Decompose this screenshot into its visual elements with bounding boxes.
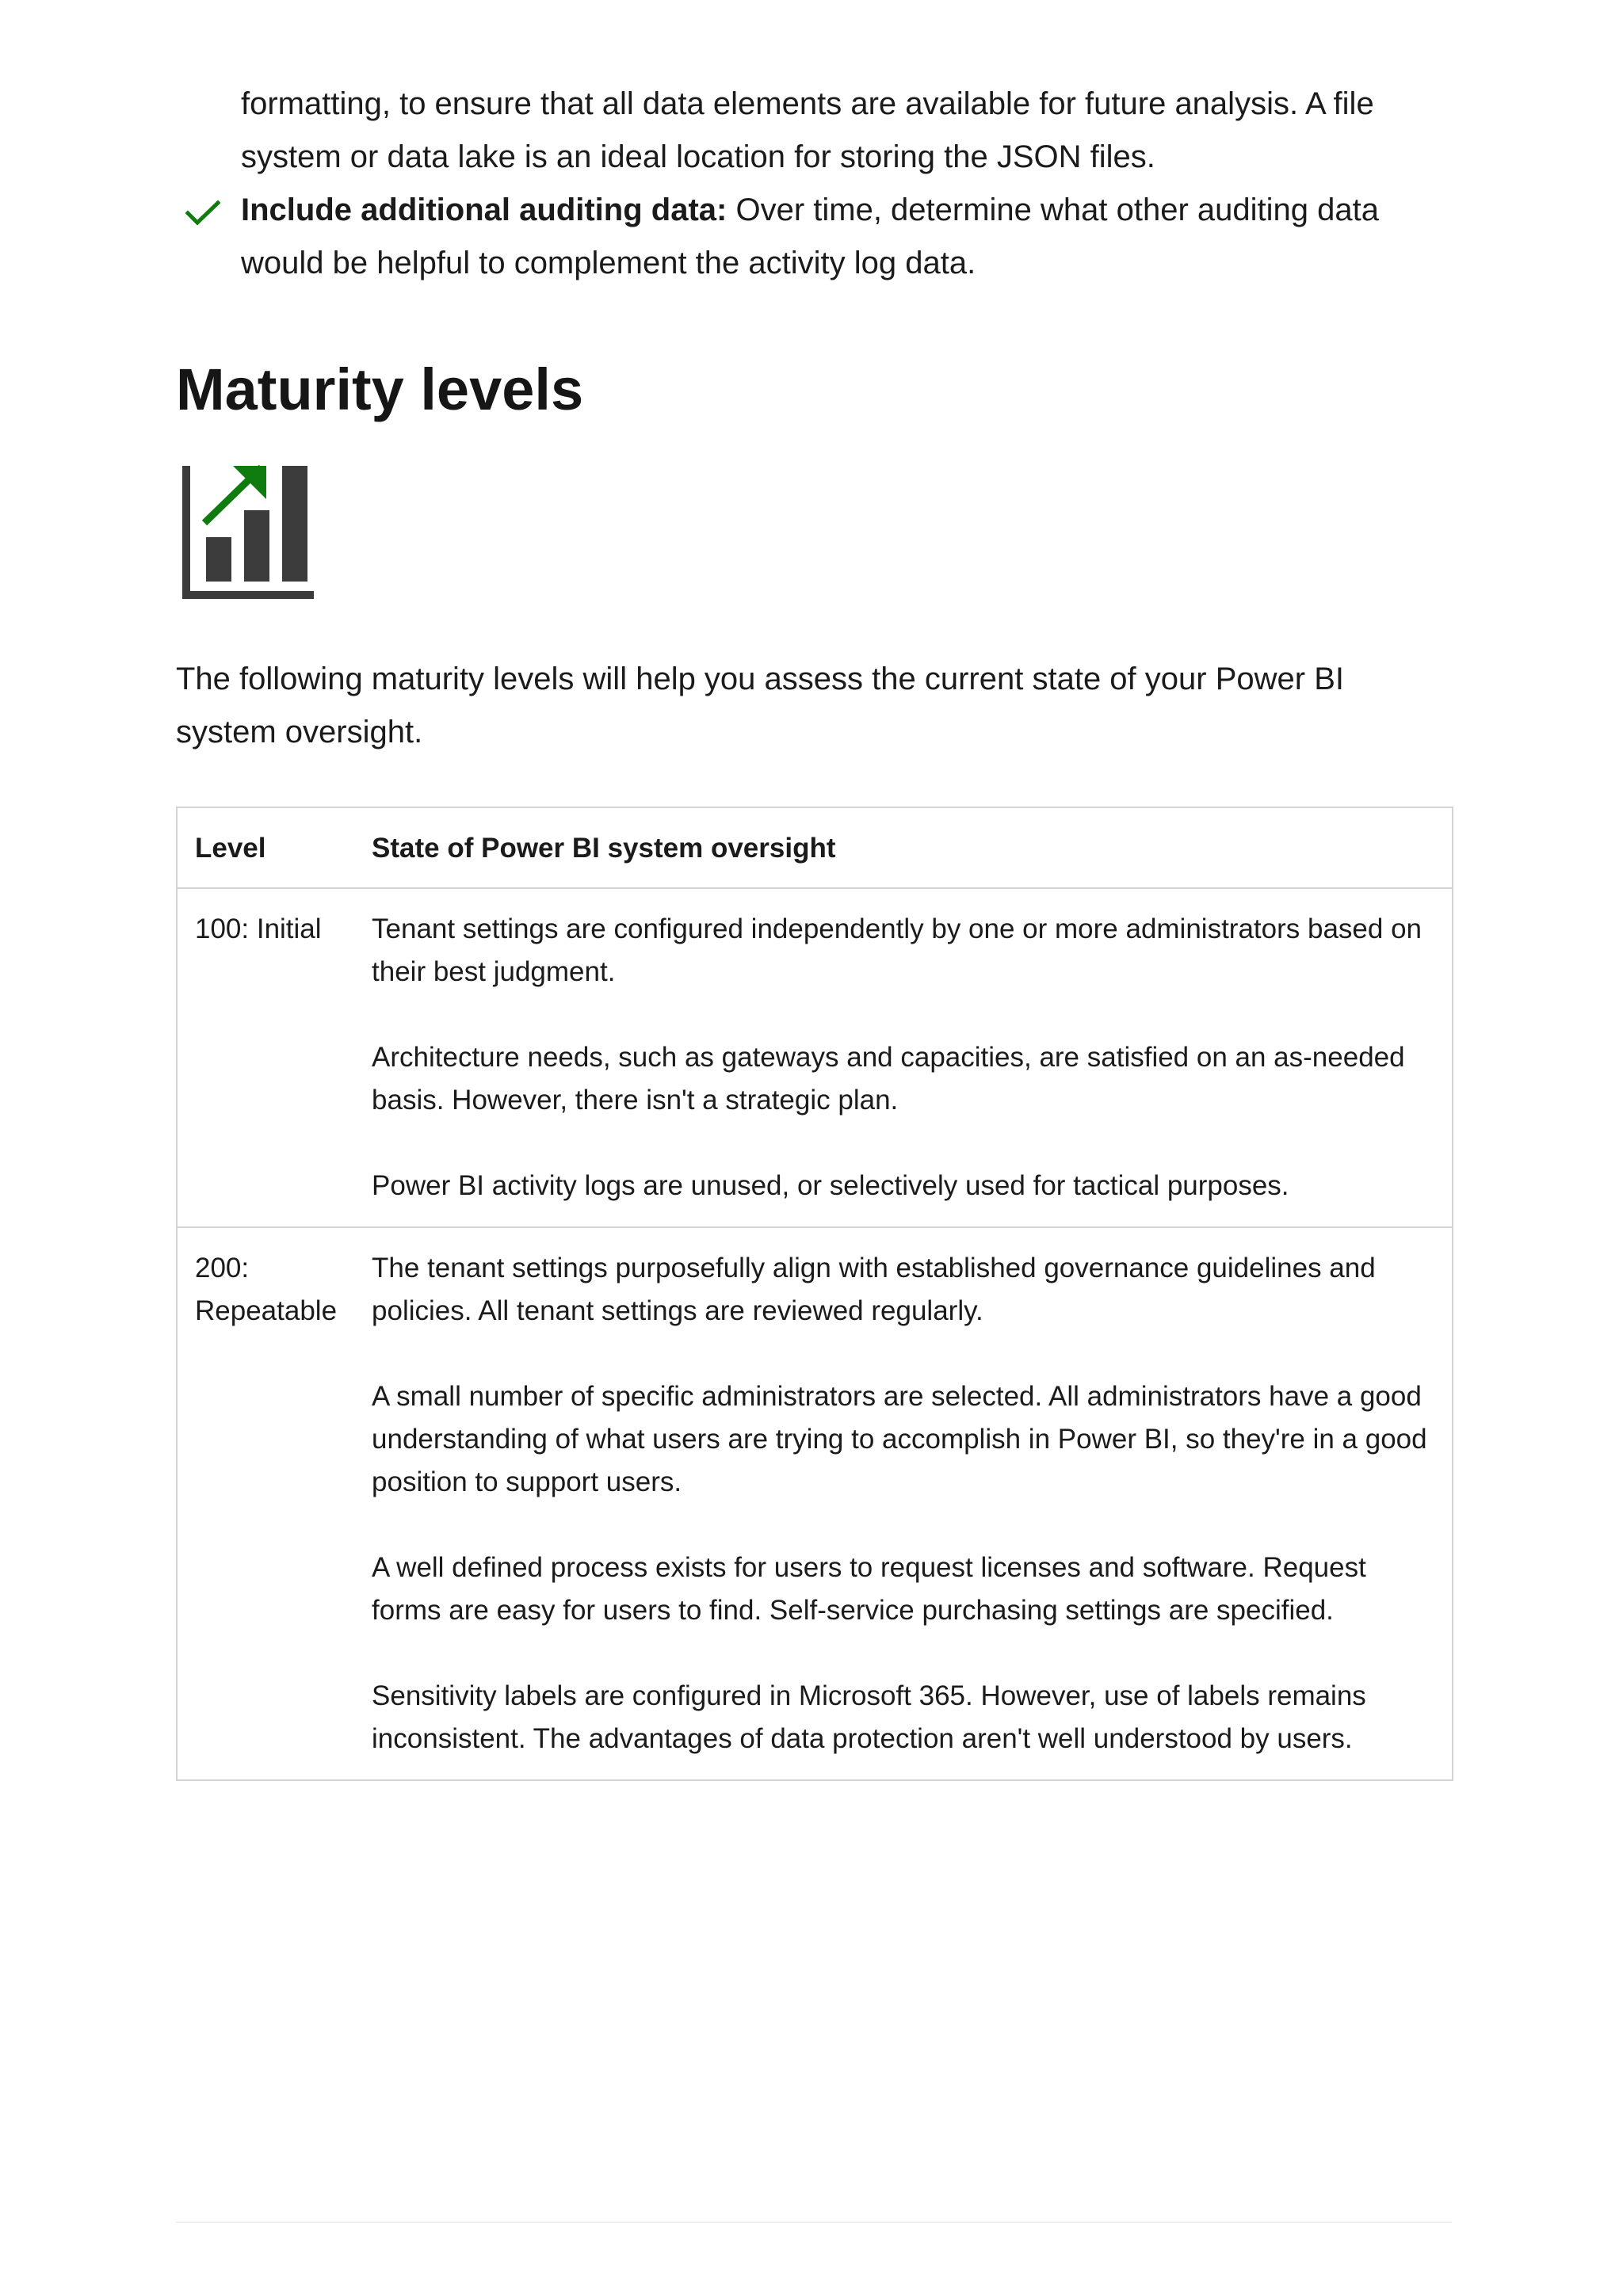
table-row xyxy=(177,888,1453,1227)
column-header-state: State of Power BI system oversight xyxy=(354,807,1453,888)
state-cell xyxy=(354,888,1453,1227)
section-heading: Maturity levels xyxy=(176,357,584,422)
intro-paragraph: The following maturity levels will help you assess the current state of your Power BI system oversight. xyxy=(176,662,1344,749)
state-paragraph: A well defined process exists for users to request licenses and software. Request forms are easy for users to find. Self-service purchasing settings are specified. xyxy=(372,1552,1366,1626)
state-paragraph: Sensitivity labels are configured in Microsoft 365. However, use of labels remains inconsistent. The advantages of data protection aren't well understood by users. xyxy=(372,1680,1366,1754)
table-row xyxy=(177,1227,1453,1780)
maturity-levels-chart-icon xyxy=(176,461,319,604)
checklist-item-label: Include additional auditing data: xyxy=(241,193,727,227)
state-cell xyxy=(354,1227,1453,1780)
document-page xyxy=(176,0,1452,1781)
page-footer-divider xyxy=(176,2222,1452,2223)
state-paragraph: Architecture needs, such as gateways and capacities, are satisfied on an as-needed basis. However, there isn't a strategic plan. xyxy=(372,1042,1405,1116)
continued-bullet xyxy=(241,78,1453,184)
checklist-item-text xyxy=(241,184,1453,290)
state-paragraph: Tenant settings are configured independently by one or more administrators based on their best judgment. xyxy=(372,913,1423,987)
level-cell: 100: Initial xyxy=(177,888,354,1227)
column-header-level: Level xyxy=(177,807,354,888)
state-paragraph: The tenant settings purposefully align with established governance guidelines and policies. All tenant settings are reviewed regularly. xyxy=(372,1253,1376,1326)
checklist-item-description: Over time, determine what other auditing data would be helpful to complement the activity log data. xyxy=(241,193,1379,280)
checkmark-icon xyxy=(185,200,220,227)
checklist-item xyxy=(241,184,1453,290)
maturity-levels-table xyxy=(176,807,1453,1781)
state-paragraph: Power BI activity logs are unused, or selectively used for tactical purposes. xyxy=(372,1170,1289,1201)
state-paragraph: A small number of specific administrators are selected. All administrators have a good understanding of what users are trying to accomplish in Power BI, so they're in a good position to support users. xyxy=(372,1381,1427,1497)
level-cell: 200: Repeatable xyxy=(177,1227,354,1780)
continued-bullet-text: formatting, to ensure that all data elements are available for future analysis. A file system or data lake is an ideal location for storing the JSON files. xyxy=(241,86,1374,174)
table-header-row xyxy=(177,807,1453,888)
